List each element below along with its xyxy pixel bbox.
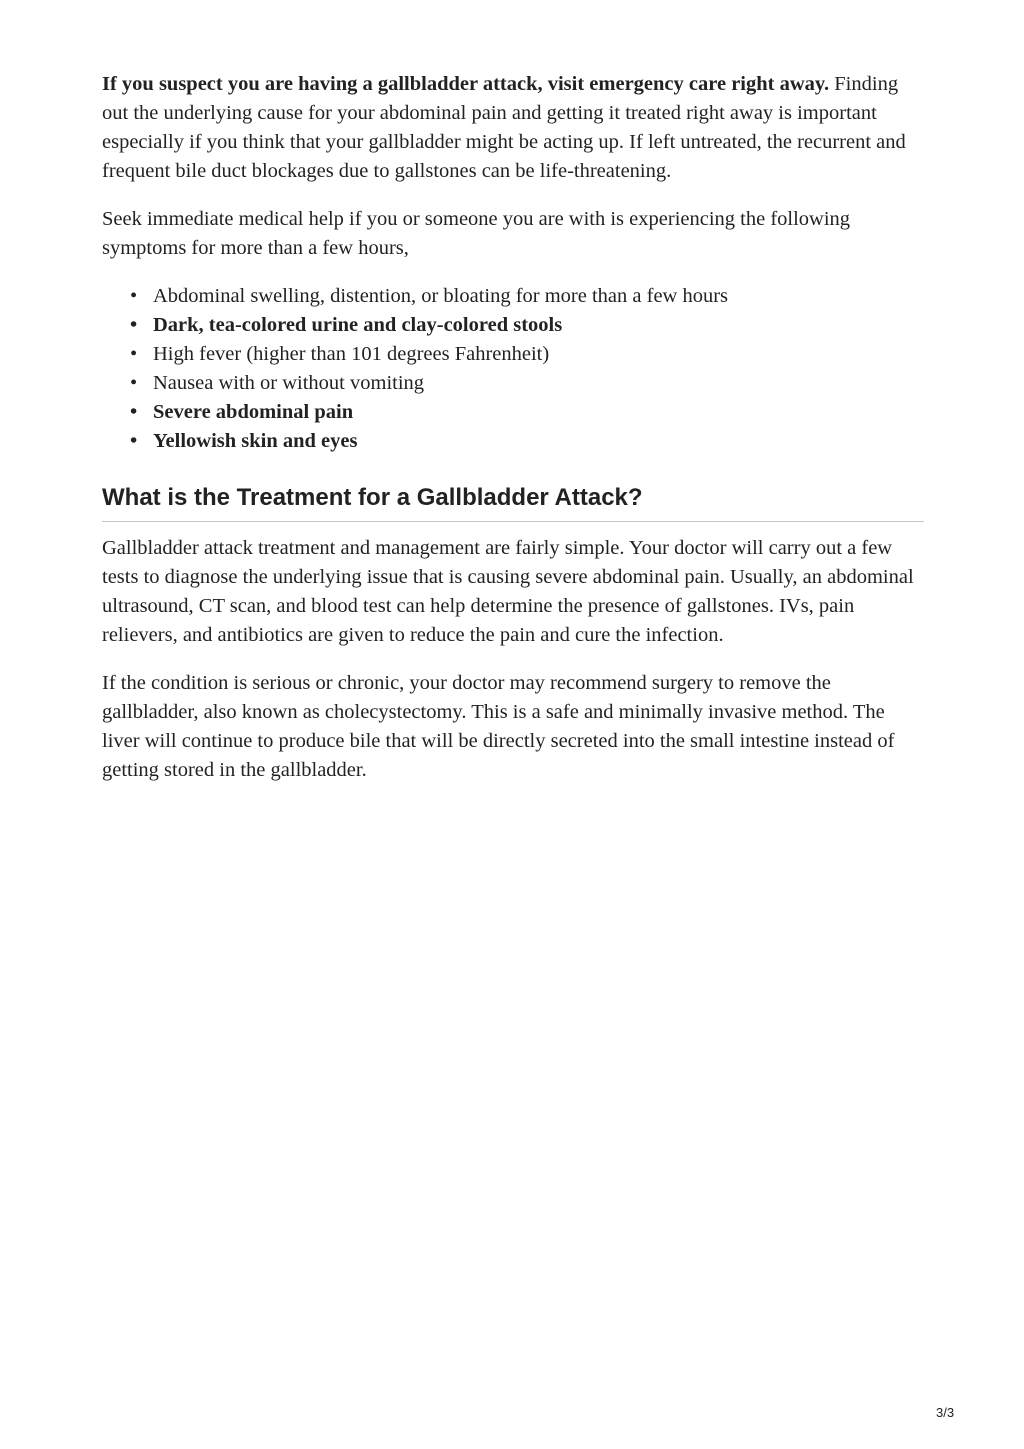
document-page	[102, 70, 924, 804]
symptom-list	[102, 282, 924, 456]
list-item	[102, 311, 924, 340]
page-number: 3/3	[936, 1405, 955, 1420]
intro-rest: Finding out the underlying cause for your abdominal pain and getting it treated right away is important especially if you think that your gallbladder might be acting up. If left untreated, the recurrent and frequent bile duct blockages due to gallstones can be life-threatening.	[102, 73, 906, 182]
intro-bold-lead: If you suspect you are having a gallbladder attack, visit emergency care right away.	[102, 73, 830, 95]
section-heading: What is the Treatment for a Gallbladder Attack?	[102, 482, 924, 522]
list-item	[102, 398, 924, 427]
treatment-paragraph-1: Gallbladder attack treatment and management are fairly simple. Your doctor will carry out a few tests to diagnose the underlying issue that is causing severe abdominal pain. Usually, an abdominal ultrasound, CT scan, and blood test can help determine the presence of gallstones. IVs, pain relievers, and antibiotics are given to reduce the pain and cure the infection.	[102, 537, 914, 646]
list-item	[102, 427, 924, 456]
intro-paragraph	[102, 70, 924, 186]
bullet-icon: •	[130, 314, 138, 336]
bullet-icon: •	[130, 401, 138, 423]
bullet-icon: •	[130, 343, 138, 365]
symptom-text: High fever (higher than 101 degrees Fahrenheit)	[153, 343, 550, 365]
bullet-icon: •	[130, 372, 138, 394]
bullet-icon: •	[130, 285, 138, 307]
bullet-icon: •	[130, 430, 138, 452]
seek-help-paragraph: Seek immediate medical help if you or someone you are with is experiencing the following symptoms for more than a few hours,	[102, 208, 851, 259]
list-item	[102, 340, 924, 369]
symptom-text: Abdominal swelling, distention, or bloating for more than a few hours	[153, 285, 729, 307]
symptom-text: Nausea with or without vomiting	[153, 372, 425, 394]
treatment-paragraph-2: If the condition is serious or chronic, your doctor may recommend surgery to remove the gallbladder, also known as cholecystectomy. This is a safe and minimally invasive method. The liver will continue to produce bile that will be directly secreted into the small intestine instead of getting stored in the gallbladder.	[102, 672, 895, 781]
list-item	[102, 282, 924, 311]
list-item	[102, 369, 924, 398]
symptom-text: Severe abdominal pain	[153, 401, 354, 423]
symptom-text: Dark, tea-colored urine and clay-colored stools	[153, 314, 563, 336]
symptom-text: Yellowish skin and eyes	[153, 430, 358, 452]
